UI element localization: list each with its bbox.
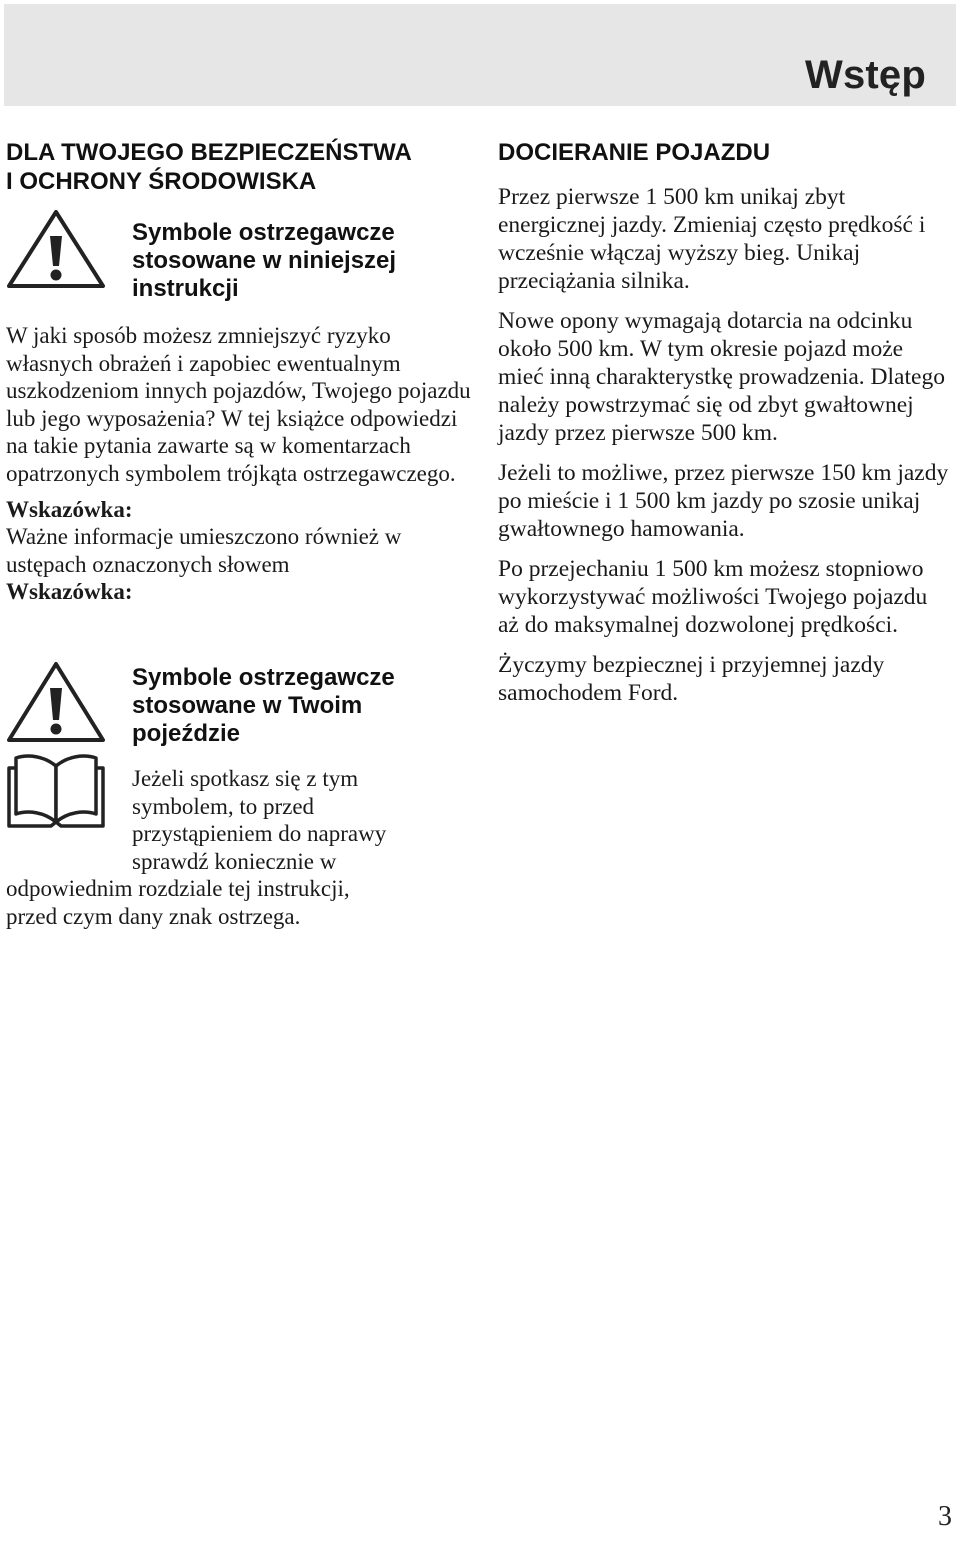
note-paragraph — [6, 496, 476, 606]
break-in-paragraph: Przez pierwsze 1 500 km unikaj zbyt energicznej jazdy. Zmieniaj często prędkość i wcześnie włączaj wyższy bieg. Unikaj przeciążania silnika. — [498, 184, 926, 294]
vehicle-symbols-subheading — [132, 660, 395, 748]
manual-symbols-subheading — [132, 208, 396, 303]
subheading-line: stosowane w niniejszej — [132, 247, 397, 274]
right-column — [498, 138, 954, 719]
warning-triangle-icon — [6, 660, 132, 744]
break-in-heading: DOCIERANIE POJAZDU — [498, 139, 771, 166]
paragraph-line: przystąpieniem do naprawy — [132, 821, 387, 847]
vehicle-symbols-paragraph-rest — [6, 875, 476, 930]
subheading-line: Symbole ostrzegawcze — [132, 663, 395, 691]
paragraph-line: odpowiednim rozdziale tej instrukcji, — [6, 876, 350, 902]
vehicle-symbols-section — [6, 660, 476, 931]
subheading-line: pojeździe — [132, 719, 241, 747]
vehicle-symbols-text — [132, 660, 395, 875]
safety-heading-line-1: DLA TWOJEGO BEZPIECZEŃSTWA — [6, 139, 412, 166]
warning-triangle-icon — [6, 208, 132, 290]
vehicle-icons — [6, 660, 132, 830]
page-number: 3 — [938, 1501, 952, 1532]
paragraph-line: Jeżeli spotkasz się z tym — [132, 765, 359, 791]
paragraph-line: przed czym dany znak ostrzega. — [6, 903, 301, 929]
note-text: Ważne informacje umieszczono również w ustępach oznaczonych słowem — [6, 524, 402, 577]
manual-symbols-section — [6, 208, 476, 606]
paragraph-line: sprawdź koniecznie w — [132, 848, 337, 874]
subheading-line: instrukcji — [132, 275, 239, 302]
braking-paragraph: Jeżeli to możliwe, przez pierwsze 150 km jazdy po mieście i 1 500 km jazdy po szosie unikaj gwałtownego hamowania. — [498, 460, 949, 542]
note-label: Wskazówka: — [6, 496, 133, 522]
closing-paragraph: Życzymy bezpiecznej i przyjemnej jazdy samochodem Ford. — [498, 652, 885, 706]
safety-heading-line-2: I OCHRONY ŚRODOWISKA — [6, 168, 317, 195]
manual-symbols-paragraph: W jaki sposób możesz zmniejszyć ryzyko własnych obrażeń i zapobiec ewentualnym uszkodzeniom innych pojazdów, Twojego pojazdu lub jego wyposażenia? W tej książce odpowiedzi na takie pytania zawarte są w komentarzach opatrzonych symbolem trójkąta ostrzegawczego. — [6, 323, 471, 486]
tyres-paragraph: Nowe opony wymagają dotarcia na odcinku około 500 km. W tym okresie pojazd może mieć inną charakterystkę prowadzenia. Dlatego należy powstrzymać się od zbyt gwałtownej jazdy przez pierwsze 500 km. — [498, 308, 945, 446]
subheading-line: stosowane w Twoim — [132, 691, 363, 719]
safety-heading — [6, 138, 476, 196]
paragraph-line: symbolem, to przed — [132, 793, 315, 819]
left-column — [6, 138, 476, 931]
subheading-line: Symbole ostrzegawcze — [132, 219, 395, 246]
chapter-title: Wstęp — [805, 53, 926, 97]
note-label-2: Wskazówka: — [6, 579, 133, 605]
header-band — [4, 4, 956, 106]
open-book-icon — [6, 752, 132, 830]
full-power-paragraph: Po przejechaniu 1 500 km możesz stopniowo wykorzystywać możliwości Twojego pojazdu aż do maksymalnej dozwolonej prędkości. — [498, 556, 928, 638]
vehicle-symbols-paragraph-indented — [132, 765, 395, 875]
